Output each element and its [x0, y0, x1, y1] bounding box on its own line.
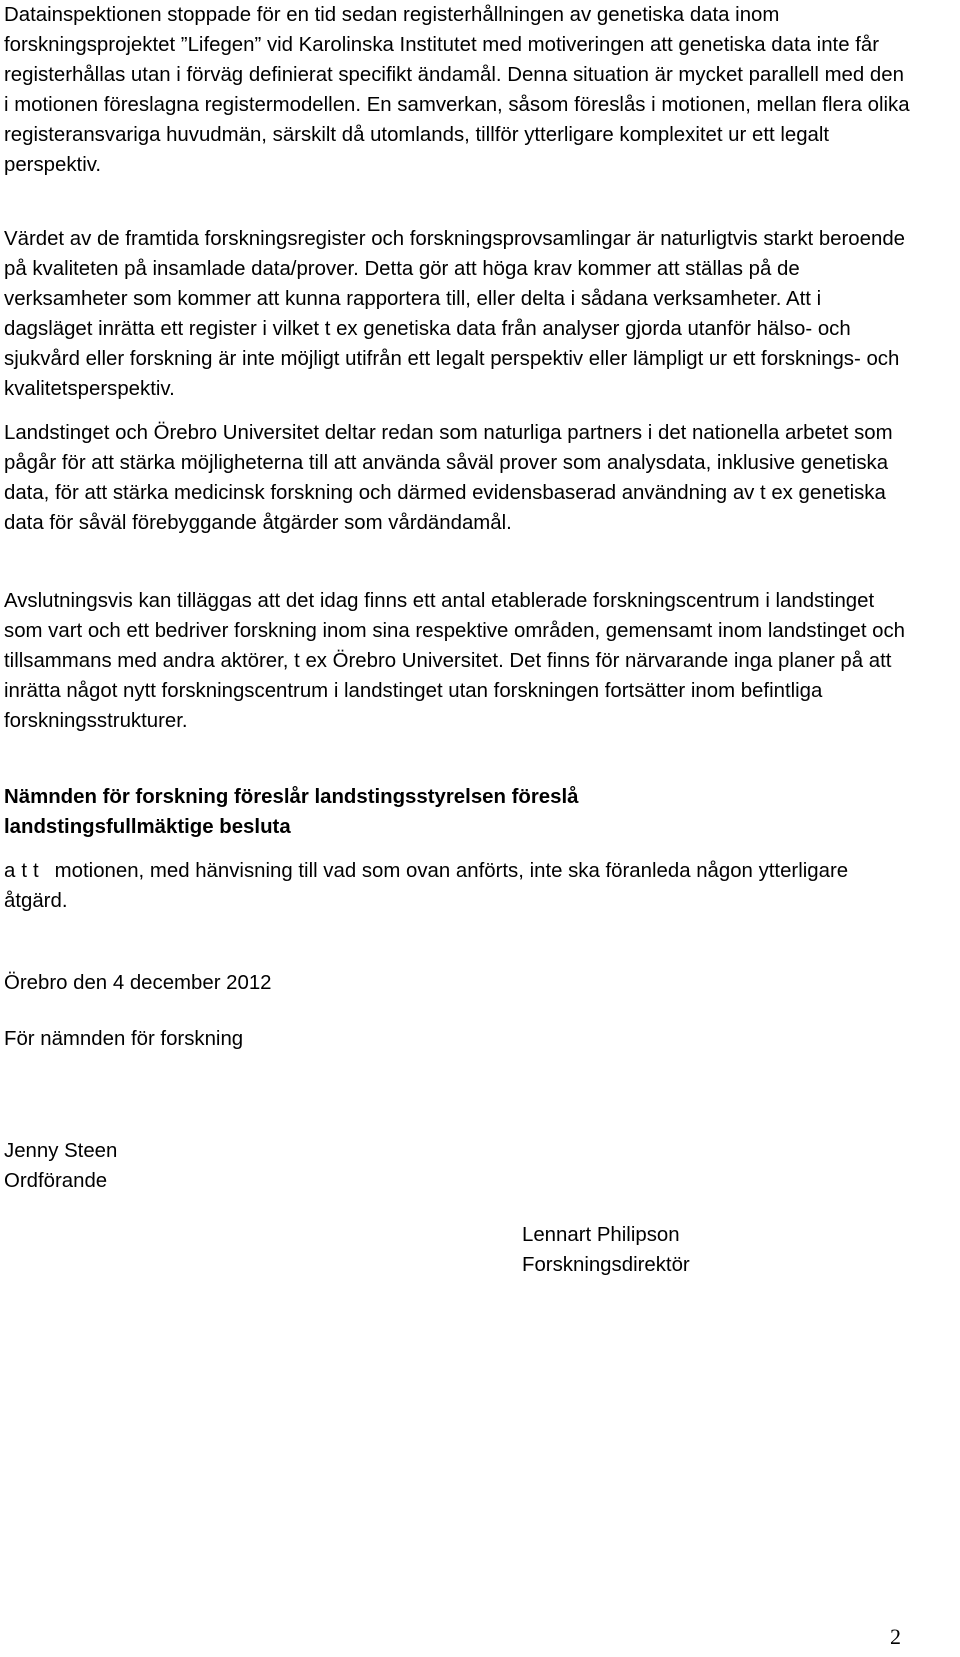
place-date: Örebro den 4 december 2012 — [4, 972, 272, 994]
paragraph-avslutningsvis: Avslutningsvis kan tilläggas att det idag finns ett antal etablerade forskningscentrum i landstinget som vart och ett bedriver forskning inom sina respektive områden, gemensamt inom landstinget och tillsammans med andra aktörer, t ex Örebro Universitet. Det finns för närvarande inga planer på att inrätta något nytt forskningscentrum i landstinget utan forskningen fortsätter inom befintliga forskningsstrukturer. — [4, 590, 906, 732]
signatory-title: Ordförande — [4, 1170, 108, 1192]
on-behalf-line: För nämnden för forskning — [4, 1028, 244, 1050]
page-number: 2 — [890, 1624, 901, 1649]
proposal-heading — [4, 782, 578, 842]
paragraph-datainspektionen: Datainspektionen stoppade för en tid sedan registerhållningen av genetiska data inom forskningsprojektet ”Lifegen” vid Karolinska Institutet med motiveringen att genetiska data inte får registerhållas utan i förväg definierat specifikt ändamål. Denna situation är mycket parallell med den i motionen föreslagna registermodellen. En samverkan, såsom föreslås i motionen, mellan flera olika registeransvariga huvudmän, särskilt då utomlands, tillför ytterligare komplexitet ur ett legalt perspektiv. — [4, 4, 910, 176]
paragraph-vardet: Värdet av de framtida forskningsregister och forskningsprovsamlingar är naturligtvis starkt beroende på kvaliteten på insamlade data/prover. Detta gör att höga krav kommer att ställas på de verksamheter som kommer att kunna rapportera till, eller delta i sådana verksamheter. Att i dagsläget inrätta ett register i vilket t ex genetiska data från analyser gjorda utanför hälso- och sjukvård eller forskning är inte möjligt utifrån ett legalt perspektiv eller lämpligt ur ett forsknings- och kvalitetsperspektiv. — [4, 228, 906, 400]
paragraph-landstinget: Landstinget och Örebro Universitet deltar redan som naturliga partners i det nationella arbetet som pågår för att stärka möjligheterna till att använda såväl prover som analysdata, inklusive genetiska data, för att stärka medicinsk forskning och därmed evidensbaserad användning av t ex genetiska data för såväl förebyggande åtgärder som vårdändamål. — [4, 422, 893, 534]
decision-text — [4, 856, 914, 916]
signature-block-chair — [4, 1136, 117, 1196]
proposal-heading-line-1: Nämnden för forskning föreslår landstingsstyrelsen föreslå — [4, 786, 579, 808]
proposal-heading-line-2: landstingsfullmäktige besluta — [4, 816, 291, 838]
decision-body: motionen, med hänvisning till vad som ovan anförts, inte ska föranleda någon ytterligare åtgärd. — [4, 860, 849, 912]
signatory-name: Jenny Steen — [4, 1140, 118, 1162]
decision-prefix: att — [4, 860, 45, 882]
signatory-title: Forskningsdirektör — [522, 1254, 690, 1276]
signature-block-director — [522, 1220, 690, 1280]
signatory-name: Lennart Philipson — [522, 1224, 680, 1246]
